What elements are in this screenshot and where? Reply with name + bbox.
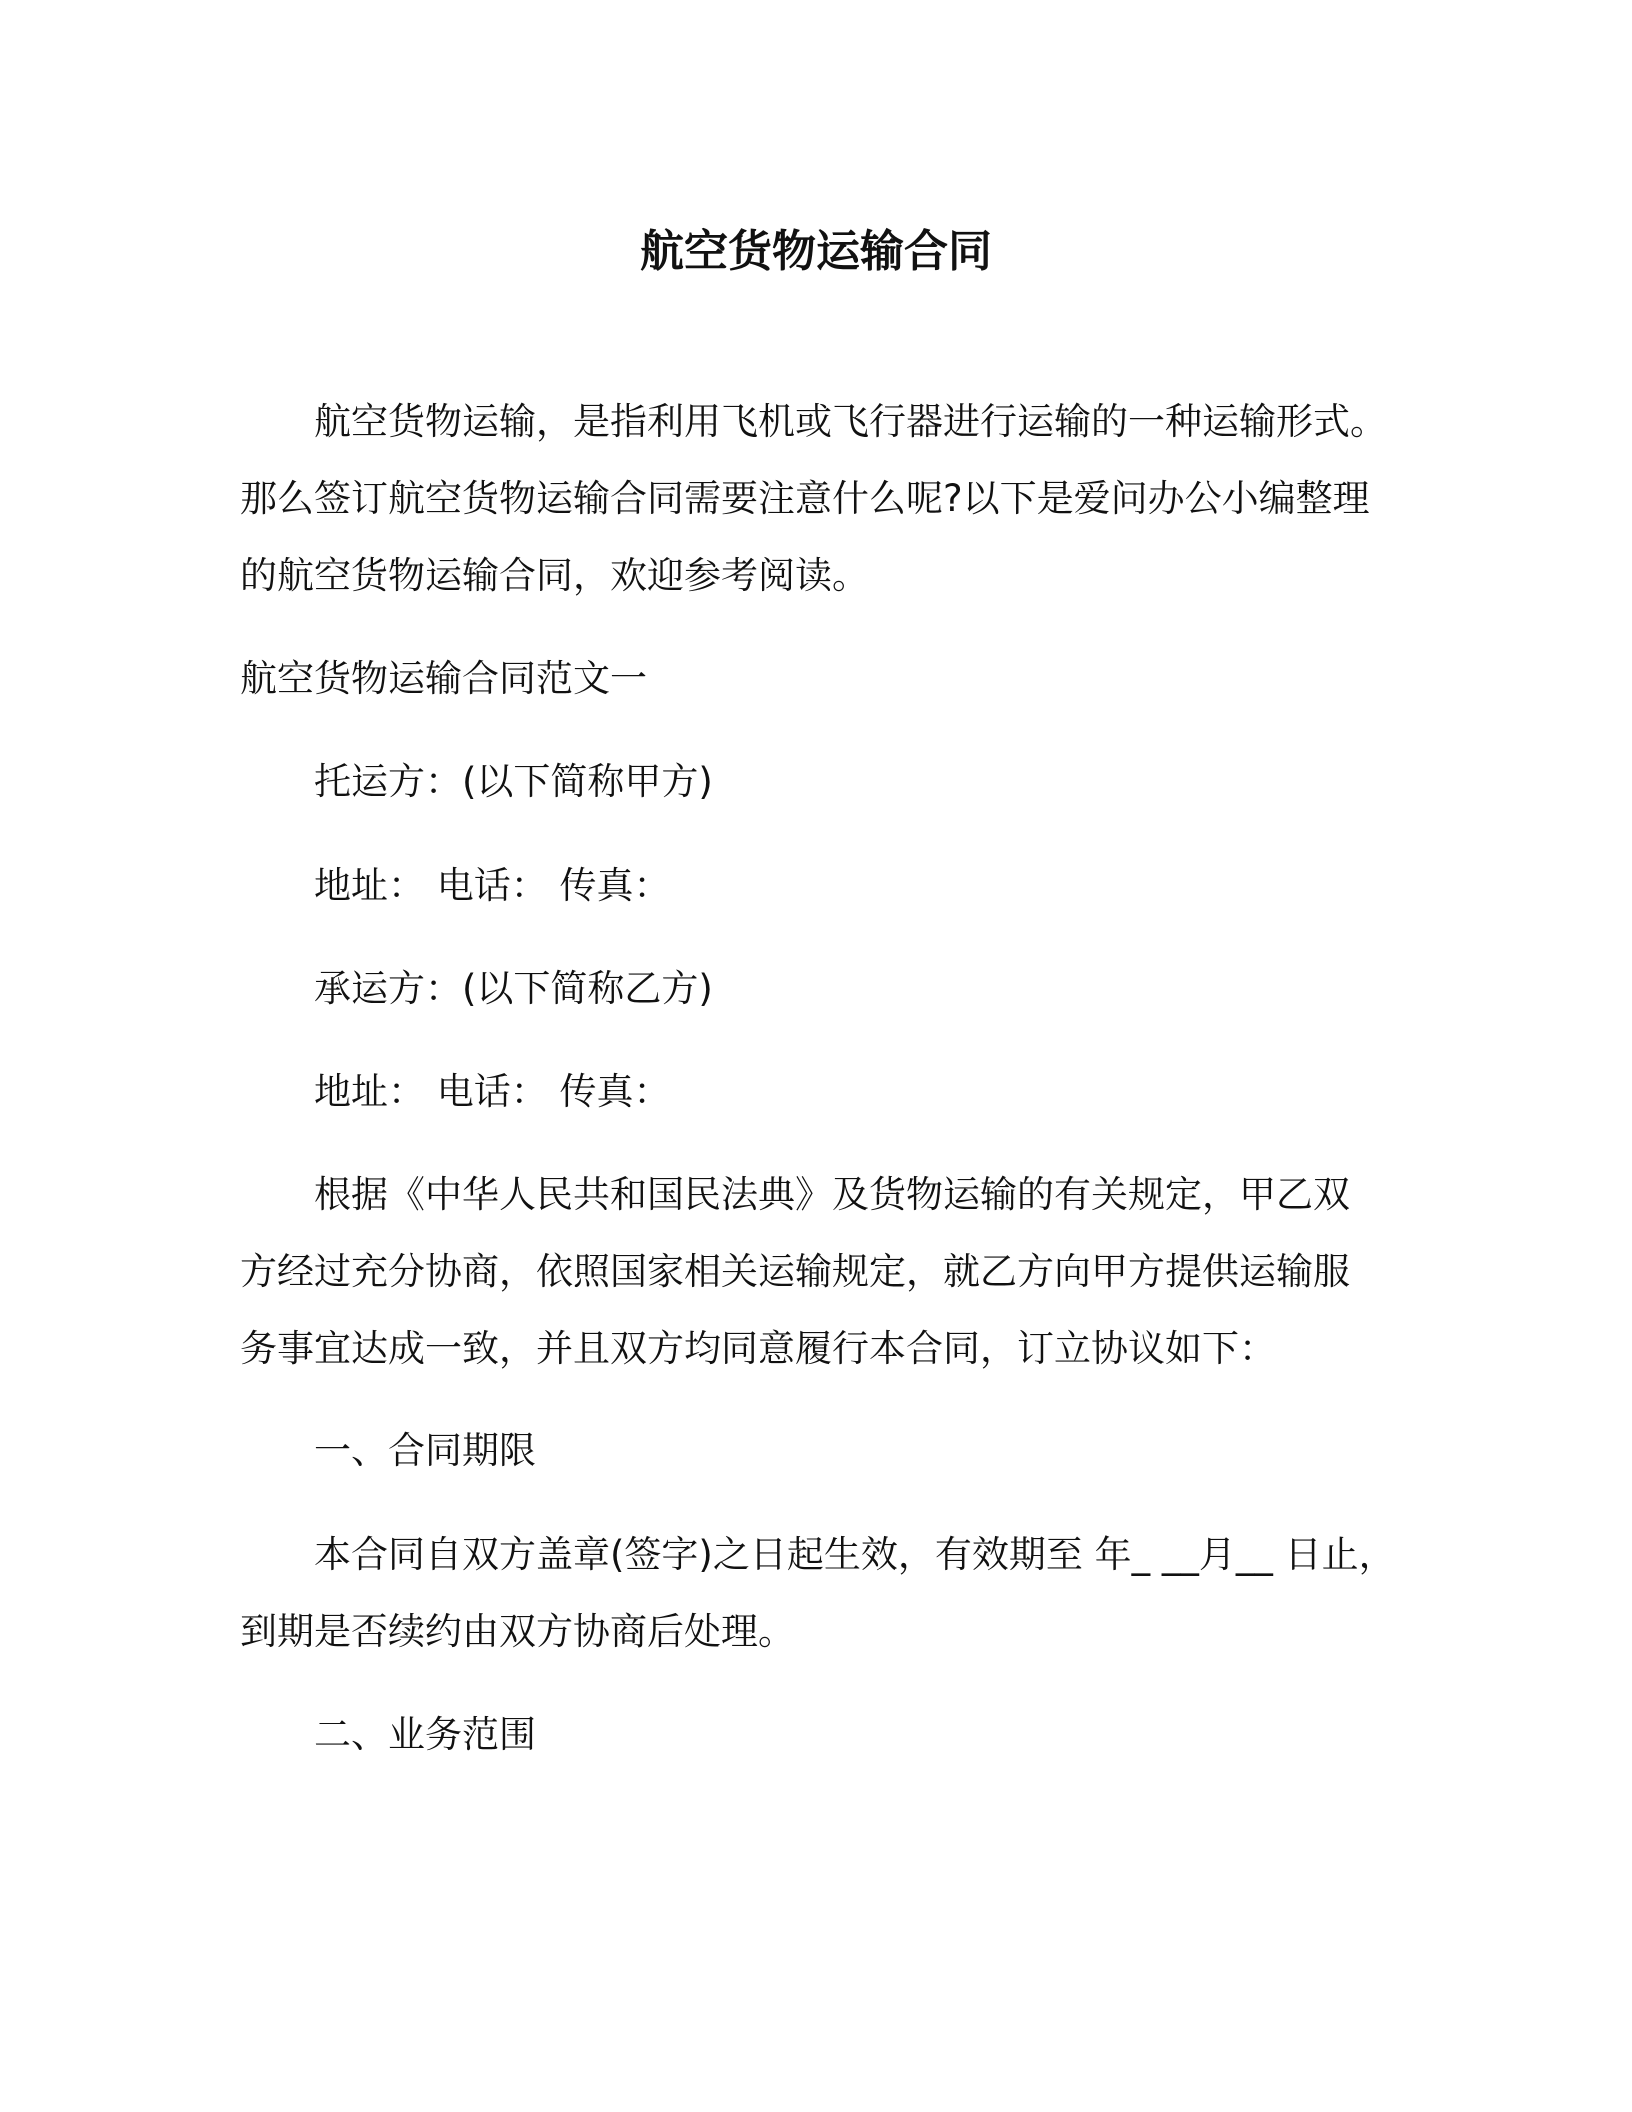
section1-title: 一、合同期限 [314,1429,536,1472]
section1-body-line-1: 本合同自双方盖章(签字)之日起生效，有效期至 年_ __月__ 日止， [314,1533,1396,1576]
sample-heading: 航空货物运输合同范文一 [240,657,647,700]
carrier-contact: 地址： 电话： 传真： [314,1070,671,1113]
carrier-line: 承运方：(以下简称乙方) [314,967,713,1010]
preamble-line-1: 根据《中华人民共和国民法典》及货物运输的有关规定，甲乙双 [314,1173,1350,1216]
intro-line-2: 那么签订航空货物运输合同需要注意什么呢?以下是爱问办公小编整理 [240,477,1370,520]
preamble-line-2: 方经过充分协商，依照国家相关运输规定，就乙方向甲方提供运输服 [240,1250,1350,1293]
shipper-line: 托运方：(以下简称甲方) [314,760,713,803]
intro-line-1: 航空货物运输，是指利用飞机或飞行器进行运输的一种运输形式。 [314,400,1387,443]
preamble-line-3: 务事宜达成一致，并且双方均同意履行本合同，订立协议如下： [240,1327,1276,1370]
shipper-contact: 地址： 电话： 传真： [314,864,671,907]
document-title: 航空货物运输合同 [640,226,992,277]
intro-line-3: 的航空货物运输合同，欢迎参考阅读。 [240,554,869,597]
section2-title: 二、业务范围 [314,1713,536,1756]
section1-body-line-2: 到期是否续约由双方协商后处理。 [240,1610,795,1653]
